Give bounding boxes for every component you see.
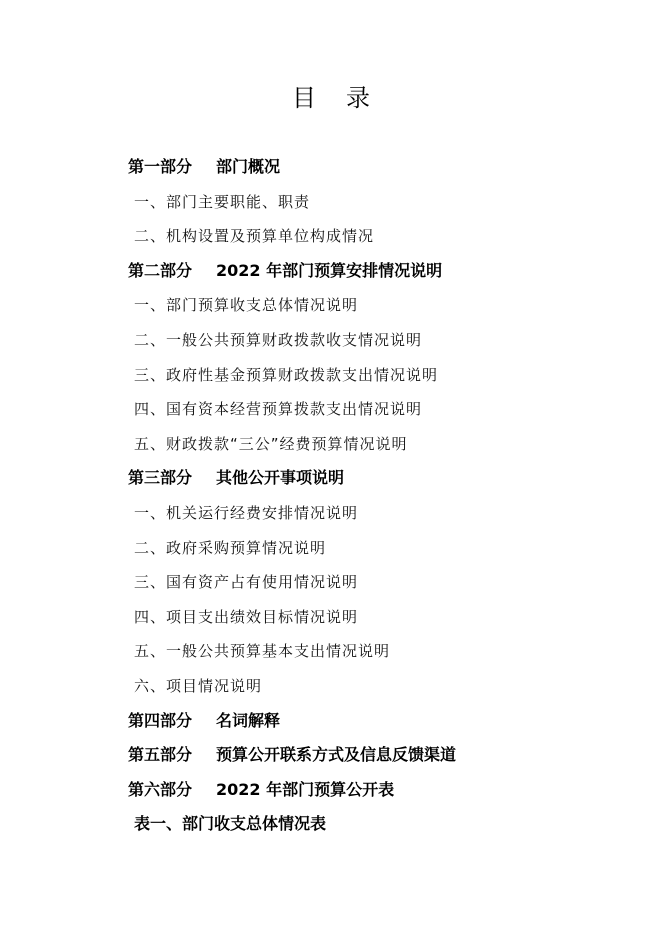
toc-title-char-1: 目	[292, 84, 316, 112]
part-title: 2022 年部门预算安排情况说明	[216, 260, 443, 280]
toc-item[interactable]: 二、政府采购预算情况说明	[134, 538, 327, 557]
part-number: 第六部分	[128, 779, 193, 799]
part-title: 其他公开事项说明	[216, 468, 345, 488]
toc-table-item[interactable]: 表一、部门收支总体情况表	[134, 814, 327, 834]
toc-list	[128, 150, 648, 842]
part-title: 部门概况	[216, 157, 281, 176]
toc-part-4[interactable]	[128, 704, 648, 739]
part-title: 名词解释	[216, 710, 281, 730]
toc-item[interactable]: 六、项目情况说明	[134, 676, 263, 695]
part-number: 第三部分	[128, 468, 193, 488]
toc-item[interactable]: 二、一般公共预算财政拨款收支情况说明	[134, 330, 423, 349]
part-number: 第二部分	[128, 260, 193, 280]
toc-part-6[interactable]	[128, 773, 648, 808]
toc-item[interactable]: 五、一般公共预算基本支出情况说明	[134, 642, 391, 661]
part-number: 第五部分	[128, 745, 193, 765]
toc-part-3[interactable]	[128, 461, 648, 496]
toc-part-2[interactable]	[128, 254, 648, 289]
toc-title-char-2: 录	[346, 84, 370, 112]
toc-part-5[interactable]	[128, 738, 648, 773]
toc-item[interactable]: 五、财政拨款“三公”经费预算情况说明	[134, 434, 408, 453]
toc-item[interactable]: 三、国有资产占有使用情况说明	[134, 573, 359, 592]
toc-item[interactable]: 一、机关运行经费安排情况说明	[134, 503, 359, 522]
toc-item[interactable]: 二、机构设置及预算单位构成情况	[134, 227, 375, 246]
part-title: 2022 年部门预算公开表	[216, 779, 395, 799]
toc-item[interactable]: 四、项目支出绩效目标情况说明	[134, 607, 359, 626]
part-number: 第四部分	[128, 710, 193, 730]
toc-item[interactable]: 一、部门主要职能、职责	[134, 192, 311, 211]
toc-title	[0, 78, 662, 118]
part-number: 第一部分	[128, 157, 193, 176]
toc-item[interactable]: 一、部门预算收支总体情况说明	[134, 296, 359, 315]
toc-item[interactable]: 四、国有资本经营预算拨款支出情况说明	[134, 400, 423, 419]
part-title: 预算公开联系方式及信息反馈渠道	[216, 745, 457, 765]
toc-item[interactable]: 三、政府性基金预算财政拨款支出情况说明	[134, 365, 439, 384]
toc-part-1[interactable]	[128, 150, 648, 185]
